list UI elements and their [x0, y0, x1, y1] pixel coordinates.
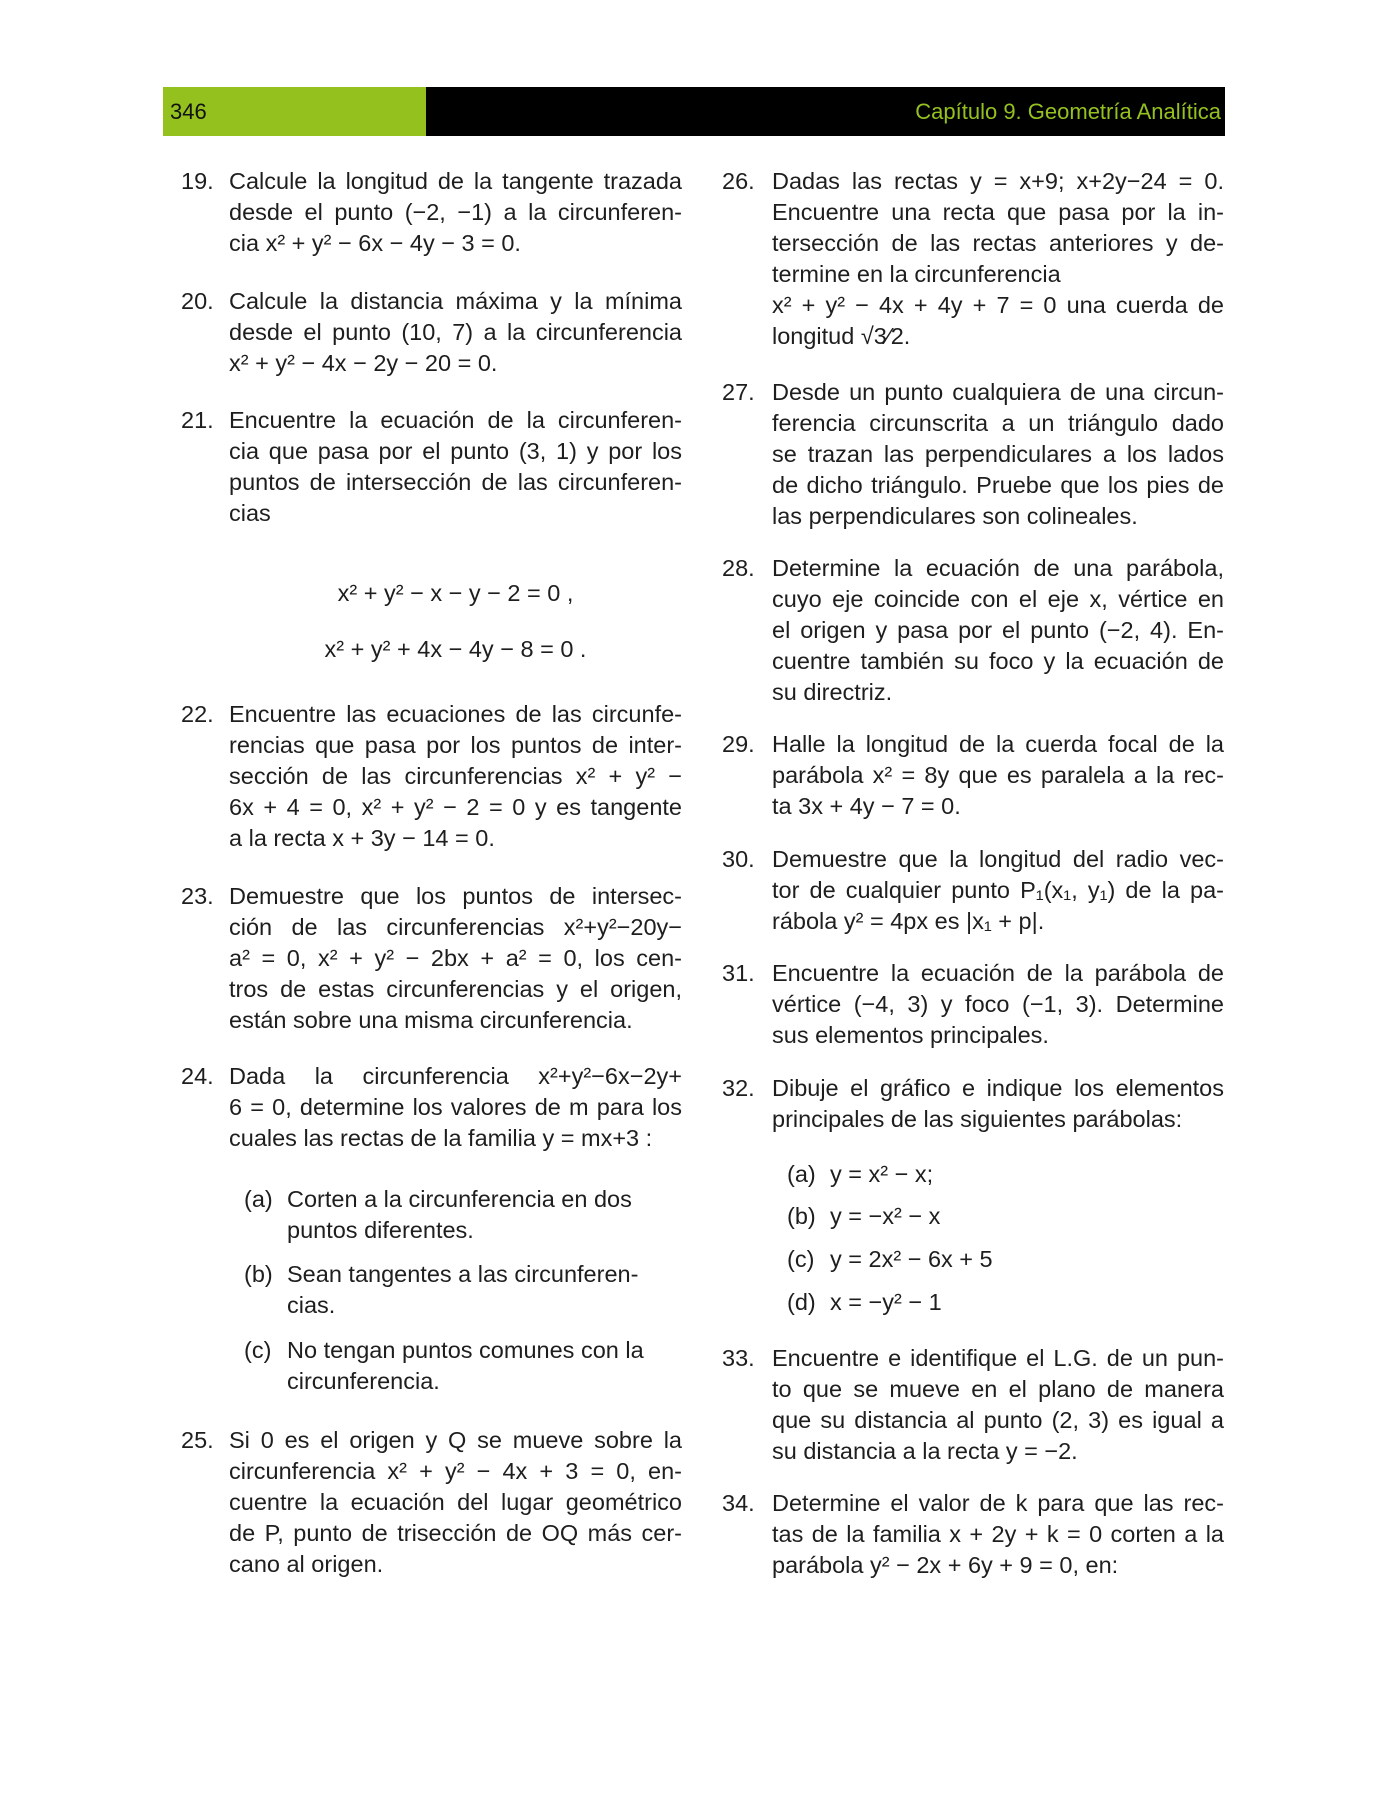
sub-item: [244, 1335, 682, 1397]
text-line: ta 3x + 4y − 7 = 0.: [772, 793, 961, 819]
page-number: 346: [170, 99, 207, 124]
text-line: vértice (−4, 3) y foco (−1, 3). Determine: [772, 991, 1224, 1017]
exercise: [722, 1488, 1224, 1581]
exercise: [181, 1061, 682, 1154]
text-line: desde el punto (10, 7) a la circunferencia: [229, 319, 682, 345]
sub-item: [244, 1259, 682, 1321]
exercise-text: [772, 166, 1224, 352]
text-line: Encuentre la ecuación de la parábola de: [772, 960, 1224, 986]
text-line: se trazan las perpendiculares a los lados: [772, 441, 1224, 467]
sub-item-marker: (c): [787, 1246, 815, 1272]
exercise-text: [772, 958, 1224, 1051]
sub-item-text: [287, 1259, 682, 1321]
exercise-number: 31.: [722, 960, 755, 986]
text-line: tor de cualquier punto P₁(x₁, y₁) de la pa-: [772, 877, 1224, 903]
text-line: Halle la longitud de la cuerda focal de la: [772, 731, 1224, 757]
sub-item-text: [830, 1201, 1210, 1232]
text-line: sus elementos principales.: [772, 1022, 1049, 1048]
exercise: [722, 729, 1224, 822]
exercise-number: 22.: [181, 701, 214, 727]
text-line: 6 = 0, determine los valores de m para los: [229, 1094, 682, 1120]
text-line: puntos diferentes.: [287, 1217, 474, 1243]
exercise-number: 27.: [722, 379, 755, 405]
text-line: cia que pasa por el punto (3, 1) y por los: [229, 438, 682, 464]
text-line: y = 2x² − 6x + 5: [830, 1246, 993, 1272]
sub-item-marker: (b): [244, 1261, 273, 1287]
exercise-text: [229, 405, 682, 529]
text-line: que su distancia al punto (2, 3) es igual a: [772, 1407, 1224, 1433]
text-line: Encuentre e identifique el L.G. de un pun-: [772, 1345, 1224, 1371]
text-line: termine en la circunferencia: [772, 261, 1061, 287]
exercise-text: [772, 1343, 1224, 1467]
text-line: Dadas las rectas y = x+9; x+2y−24 = 0.: [772, 168, 1224, 194]
exercise-text: [229, 1061, 682, 1154]
text-line: cano al origen.: [229, 1551, 384, 1577]
exercise-text: [772, 377, 1224, 532]
text-line: x² + y² − 4x − 2y − 20 = 0.: [229, 350, 498, 376]
exercise-number: 20.: [181, 288, 214, 314]
exercise-text: [229, 1425, 682, 1580]
sub-item: [244, 1184, 682, 1246]
exercise-text: [229, 699, 682, 854]
text-line: circunferencia x² + y² − 4x + 3 = 0, en-: [229, 1458, 682, 1484]
sub-item-text: [830, 1244, 1210, 1275]
exercise-number: 23.: [181, 883, 214, 909]
text-line: cuales las rectas de la familia y = mx+3 :: [229, 1125, 653, 1151]
exercise: [722, 166, 1224, 352]
text-line: longitud √3⁄2.: [772, 323, 911, 349]
text-line: a la recta x + 3y − 14 = 0.: [229, 825, 495, 851]
sub-item-text: [287, 1184, 682, 1246]
chapter-title: Capítulo 9. Geometría Analítica: [915, 99, 1221, 124]
text-line: cuentre la ecuación del lugar geométrico: [229, 1489, 682, 1515]
sub-item: [787, 1201, 1210, 1232]
exercise: [722, 1343, 1224, 1467]
sub-item: [787, 1159, 1210, 1190]
text-line: Dada la circunferencia x²+y²−6x−2y+: [229, 1063, 682, 1089]
text-line: rencias que pasa por los puntos de inter-: [229, 732, 682, 758]
text-line: Sean tangentes a las circunferen-: [287, 1261, 639, 1287]
exercise: [181, 1425, 682, 1580]
text-line: ferencia circunscrita a un triángulo dado: [772, 410, 1224, 436]
sub-item-text: [830, 1287, 1210, 1318]
exercise: [181, 286, 682, 379]
exercise-text: [229, 286, 682, 379]
text-line: Determine la ecuación de una parábola,: [772, 555, 1224, 581]
text-line: Encuentre las ecuaciones de las circunfe-: [229, 701, 682, 727]
text-line: parábola x² = 8y que es paralela a la rec-: [772, 762, 1224, 788]
text-line: Calcule la distancia máxima y la mínima: [229, 288, 682, 314]
exercise-text: [772, 844, 1224, 937]
text-line: y = x² − x;: [830, 1161, 934, 1187]
exercise-number: 29.: [722, 731, 755, 757]
exercise-text: [772, 1073, 1224, 1135]
text-line: de dicho triángulo. Pruebe que los pies de: [772, 472, 1224, 498]
exercise-text: [229, 881, 682, 1036]
text-line: circunferencia.: [287, 1368, 440, 1394]
exercise-number: 21.: [181, 407, 214, 433]
exercise-number: 30.: [722, 846, 755, 872]
exercise-text: [229, 166, 682, 259]
text-line: Dibuje el gráfico e indique los elementos: [772, 1075, 1224, 1101]
exercise: [722, 1073, 1224, 1135]
text-line: No tengan puntos comunes con la: [287, 1337, 644, 1363]
text-line: to que se mueve en el plano de manera: [772, 1376, 1224, 1402]
text-line: tros de estas circunferencias y el origen,: [229, 976, 682, 1002]
text-line: de P, punto de trisección de OQ más cer-: [229, 1520, 682, 1546]
text-line: cias: [229, 500, 271, 526]
text-line: Determine el valor de k para que las rec-: [772, 1490, 1224, 1516]
exercise: [181, 881, 682, 1036]
text-line: Encuentre la ecuación de la circunferen-: [229, 407, 682, 433]
exercise-number: 28.: [722, 555, 755, 581]
text-line: Encuentre una recta que pasa por la in-: [772, 199, 1224, 225]
text-line: Calcule la longitud de la tangente trazada: [229, 168, 682, 194]
exercise-number: 33.: [722, 1345, 755, 1371]
sub-item-marker: (a): [244, 1186, 273, 1212]
text-line: sección de las circunferencias x² + y² −: [229, 763, 682, 789]
text-line: y = −x² − x: [830, 1203, 941, 1229]
exercise: [181, 699, 682, 854]
exercise-number: 19.: [181, 168, 214, 194]
text-line: las perpendiculares son colineales.: [772, 503, 1138, 529]
text-line: parábola y² − 2x + 6y + 9 = 0, en:: [772, 1552, 1119, 1578]
text-line: cias.: [287, 1292, 336, 1318]
text-line: cia x² + y² − 6x − 4y − 3 = 0.: [229, 230, 521, 256]
text-line: puntos de intersección de las circunferen-: [229, 469, 682, 495]
text-line: cuyo eje coincide con el eje x, vértice en: [772, 586, 1224, 612]
exercise: [722, 958, 1224, 1051]
sub-item: [787, 1287, 1210, 1318]
exercise-number: 26.: [722, 168, 755, 194]
text-line: rábola y² = 4px es |x₁ + p|.: [772, 908, 1045, 934]
exercise-number: 24.: [181, 1063, 214, 1089]
sub-item-marker: (c): [244, 1337, 272, 1363]
exercise: [181, 405, 682, 529]
text-line: están sobre una misma circunferencia.: [229, 1007, 633, 1033]
text-line: principales de las siguientes parábolas:: [772, 1106, 1183, 1132]
display-equation: x² + y² + 4x − 4y − 8 = 0 .: [324, 636, 587, 662]
sub-item-text: [287, 1335, 682, 1397]
sub-item: [787, 1244, 1210, 1275]
text-line: tersección de las rectas anteriores y de-: [772, 230, 1224, 256]
text-line: ción de las circunferencias x²+y²−20y−: [229, 914, 682, 940]
exercise: [181, 166, 682, 259]
text-line: Demuestre que la longitud del radio vec-: [772, 846, 1224, 872]
display-equation: x² + y² − x − y − 2 = 0 ,: [337, 580, 574, 606]
exercise-text: [772, 553, 1224, 708]
sub-item-marker: (a): [787, 1161, 816, 1187]
text-line: x = −y² − 1: [830, 1289, 942, 1315]
exercise: [722, 553, 1224, 708]
exercise-text: [772, 1488, 1224, 1581]
text-line: a² = 0, x² + y² − 2bx + a² = 0, los cen-: [229, 945, 682, 971]
exercise-number: 32.: [722, 1075, 755, 1101]
text-line: x² + y² − 4x + 4y + 7 = 0 una cuerda de: [772, 292, 1224, 318]
exercise-number: 34.: [722, 1490, 755, 1516]
text-line: su directriz.: [772, 679, 893, 705]
exercise: [722, 844, 1224, 937]
text-line: desde el punto (−2, −1) a la circunferen-: [229, 199, 682, 225]
sub-item-marker: (d): [787, 1289, 816, 1315]
text-line: tas de la familia x + 2y + k = 0 corten a la: [772, 1521, 1224, 1547]
exercise-text: [772, 729, 1224, 822]
sub-item-marker: (b): [787, 1203, 816, 1229]
sub-item-text: [830, 1159, 1210, 1190]
text-line: Si 0 es el origen y Q se mueve sobre la: [229, 1427, 682, 1453]
text-line: Demuestre que los puntos de intersec-: [229, 883, 682, 909]
text-line: cuentre también su foco y la ecuación de: [772, 648, 1224, 674]
exercise: [722, 377, 1224, 532]
text-line: Desde un punto cualquiera de una circun-: [772, 379, 1224, 405]
text-line: el origen y pasa por el punto (−2, 4). En-: [772, 617, 1224, 643]
exercise-number: 25.: [181, 1427, 214, 1453]
text-line: 6x + 4 = 0, x² + y² − 2 = 0 y es tangente: [229, 794, 682, 820]
text-line: su distancia a la recta y = −2.: [772, 1438, 1078, 1464]
text-line: Corten a la circunferencia en dos: [287, 1186, 632, 1212]
